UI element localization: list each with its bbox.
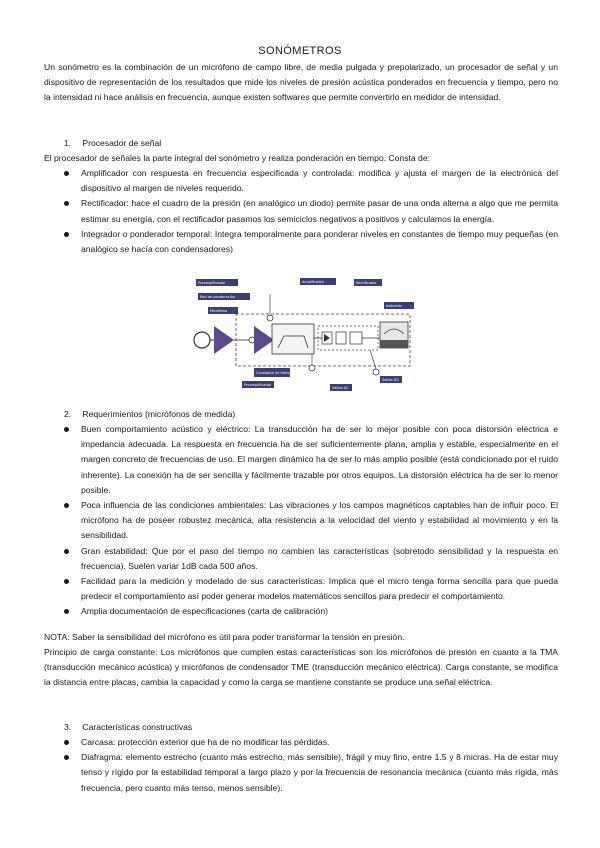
section-1-number: 1.: [64, 138, 72, 148]
intro-paragraph: Un sonómetro es la combinación de un micrófono de campo libre, de media pulgada y prepolarizado, un procesador de señal y un dispositivo de representación de los resultados que mide los niveles de presión acústica ponderados en frecuencia y tiempo, pero no la intensidad ni hace análisis en frecuencia, aunque existen softwares que permite convertirlo en medidor de intensidad.: [44, 62, 558, 103]
integrator-icon: [336, 332, 346, 344]
diagram-label-preamp: Preamplificador: [198, 281, 226, 285]
list-item: Amplia documentación de especificaciones (carta de calibración): [64, 604, 558, 619]
page-title: SONÓMETROS: [258, 45, 342, 57]
diagram-label-time-constant: Constante de tiempo: [256, 371, 293, 375]
bullet-icon: [64, 201, 69, 206]
bullet-icon: [64, 232, 69, 237]
list-item: Poca influencia de las condiciones ambientales: Las vibraciones y los campos magnéticos captables han de influir poco. El micrófono ha de poseer robustez mecánica, alta resistencia a la velocidad del viento y estabilidad al movimiento y en la sensibilidad.: [64, 498, 558, 544]
note-paragraph: NOTA: Saber la sensibilidad del micrófono es útil para poder transformar la tensión en presión.: [44, 632, 405, 642]
list-item: Amplificador con respuesta en frecuencia especificada y controlada: modifica y ajusta el margen de la electrónica del dispositivo al margen de niveles requerido.: [64, 166, 558, 196]
section-3-list: [64, 735, 558, 796]
list-item: Carcasa: protección exterior que ha de no modificar las pérdidas.: [64, 735, 558, 750]
bullet-icon: [64, 503, 69, 508]
list-item: Integrador o ponderador temporal: Integra temporalmente para ponderar niveles en constantes de tiempo muy pequeñas (en analógico se hacía con condensadores): [64, 227, 558, 257]
diagram-label-indicator: Indicador: [386, 304, 403, 308]
list-item: Buen comportamiento acústico y eléctrico: La transducción ha de ser lo mejor posible con poca distorsión eléctrica e impedancia adecuada. La respuesta en frecuencia ha de ser suficientemente plana, amplia y estable, especialmente en el margen concreto de frecuencias de uso. El margen dinámico ha de ser lo más amplio posible (está condicionado por el ruido inherente). La conexión ha de ser sencilla y fácilmente trazable por otros equipos. La distorsión eléctrica ha de ser lo menor posible.: [64, 422, 558, 498]
sound-level-meter-block-diagram: [192, 274, 416, 396]
ac-output-connector: [309, 365, 315, 371]
section-3-number: 3.: [64, 722, 72, 732]
diagram-label-preamp-bottom: Preamplificador: [244, 383, 272, 387]
bullet-icon: [64, 755, 69, 760]
diagram-label-amplifier: Amplificador: [302, 280, 325, 284]
diagram-label-dc-output: Salida DC: [382, 378, 399, 382]
principle-paragraph: Principio de carga constante: Los micrófonos que cumplen estas características son los micrófonos de presión en cuanto a la TMA (transducción mecánico acústica) y micrófonos de condensador TME (transducción mecánico eléctrica). Carga constante, se modifica la distancia entre placas, cambia la capacidad y como la carga se mantiene constante se produce una señal eléctrica.: [44, 647, 558, 688]
bullet-icon: [64, 171, 69, 176]
section-1-lead: El procesador de señales la parte integral del sonómetro y realiza ponderación en tiempo. Consta de:: [44, 153, 430, 163]
knob-icon: [267, 315, 273, 321]
section-2-heading: [64, 407, 235, 422]
section-2-number: 2.: [64, 409, 72, 419]
diagram-label-ac-output: Salida AC: [332, 386, 349, 390]
list-item: Facilidad para la medición y modelado de sus características: Implica que el micro tenga forma sencilla para que pueda predecir el comportamiento así poder generar modelos matemáticos sencillos para predecir el comportamiento.: [64, 574, 558, 604]
diagram-label-weighting: Red de ponderación: [200, 295, 236, 299]
section-3-heading: [64, 720, 192, 735]
list-item: Gran estabilidad: Que por el paso del tiempo no cambien las características (sobretodo sensibilidad y la respuesta en frecuencia). Suelen variar 1dB cada 500 años.: [64, 544, 558, 574]
section-1-list: [64, 166, 558, 257]
section-2-title: Requerimientos (micrófonos de medida): [82, 409, 236, 419]
bullet-icon: [64, 609, 69, 614]
diagram-label-microphone: Micrófono: [210, 309, 228, 313]
weighting-filter: [272, 324, 314, 354]
section-2-list: [64, 422, 558, 620]
bullet-icon: [64, 740, 69, 745]
bullet-icon: [64, 579, 69, 584]
bullet-icon: [64, 427, 69, 432]
section-1-heading: [64, 136, 161, 151]
section-3-title: Características constructivas: [82, 722, 193, 732]
bullet-icon: [64, 549, 69, 554]
section-1-title: Procesador de señal: [82, 138, 162, 148]
dc-output-connector: [373, 369, 379, 375]
list-item: Diafragma: elemento estrecho (cuanto más estrecho, más sensible), frágil y muy fino, entre 1.5 y 8 micras. Ha de estar muy tenso y rígido por la estabilidad temporal a largo plazo y por la frecuencia de resonancia mecánica (cuanto más rígida, más frecuencia, pero cuanto más tenso, menos sensible).: [64, 750, 558, 796]
log-converter-icon: [350, 332, 362, 344]
diagram-label-rect: Rectificador: [356, 281, 377, 285]
list-item: Rectificador: hace el cuadro de la presión (en analógico un diodo) permite pasar de una onda alterna a algo que me permita estimar su energía, con el rectificador pasamos los semiciclos negativos a positivos y calculamos la energía.: [64, 196, 558, 226]
